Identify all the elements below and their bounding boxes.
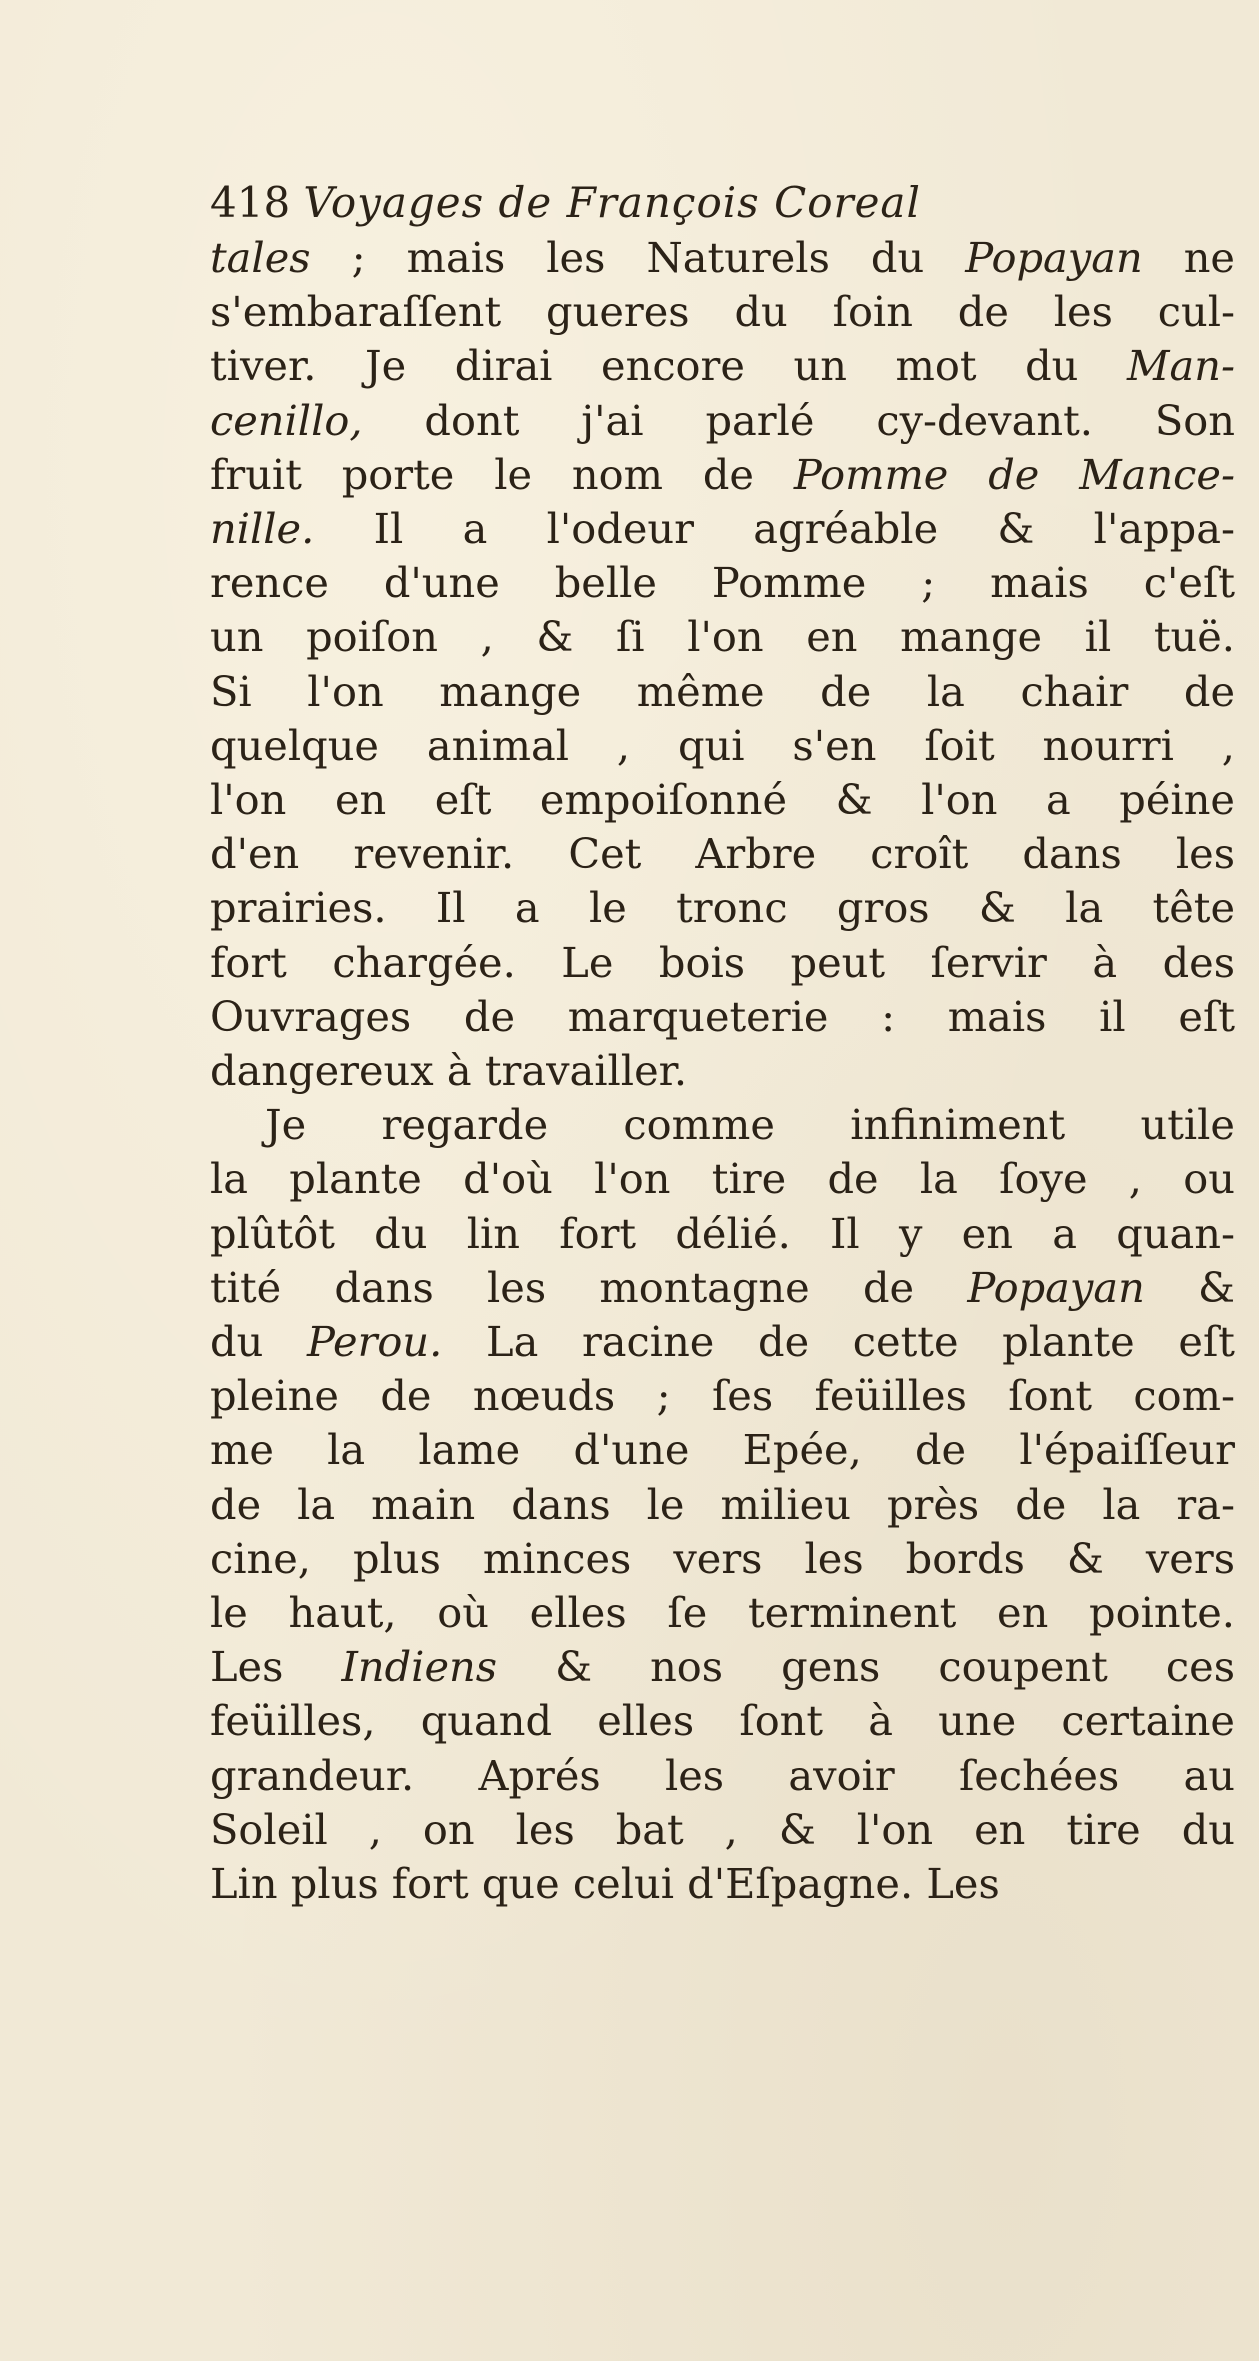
text-line bbox=[210, 1639, 1235, 1695]
italic-text: tales bbox=[210, 233, 311, 282]
italic-text: Popayan bbox=[967, 1262, 1145, 1312]
text-segment: Lin plus fort que celui d'Eſpagne. Les bbox=[210, 1859, 1000, 1908]
page-header bbox=[210, 178, 921, 228]
text-segment: l'on en eſt empoiſonné & l'on a péine bbox=[210, 775, 1235, 824]
text-line bbox=[210, 718, 1235, 774]
text-segment: ; mais les Naturels du bbox=[310, 233, 966, 282]
text-segment: & nos gens coupent ces bbox=[497, 1642, 1235, 1692]
italic-text: Man- bbox=[1127, 341, 1235, 391]
text-line bbox=[210, 230, 1235, 286]
text-line bbox=[210, 1151, 1235, 1207]
text-segment: quelque animal , qui s'en ſoit nourri , bbox=[210, 720, 1235, 770]
text-segment: me la lame d'une Epée, de l'épaiſſeur bbox=[210, 1425, 1235, 1475]
text-segment: du bbox=[210, 1317, 307, 1366]
text-segment: Il a l'odeur agréable & l'appa- bbox=[314, 504, 1235, 553]
text-segment: de la main dans le milieu près de la ra- bbox=[210, 1479, 1235, 1529]
text-segment: un poiſon , & ſi l'on en mange il tuë. bbox=[210, 612, 1235, 662]
text-line bbox=[210, 880, 1235, 936]
running-title: Voyages de François Coreal bbox=[303, 178, 921, 227]
italic-text: nille. bbox=[210, 504, 315, 553]
text-line bbox=[210, 935, 1235, 991]
text-line bbox=[210, 1477, 1235, 1533]
text-line bbox=[210, 772, 1235, 828]
text-line bbox=[210, 338, 1235, 394]
text-segment: prairies. Il a le tronc gros & la tête bbox=[210, 883, 1235, 933]
text-line bbox=[210, 826, 1235, 882]
italic-text: Perou. bbox=[306, 1317, 443, 1366]
text-segment: grandeur. Aprés les avoir ſechées au bbox=[210, 1750, 1235, 1800]
text-line bbox=[210, 1314, 1235, 1370]
text-line bbox=[210, 1802, 1235, 1858]
text-line bbox=[210, 555, 1235, 611]
text-segment: Soleil , on les bat , & l'on en tire du bbox=[210, 1804, 1235, 1854]
text-line bbox=[210, 447, 1235, 503]
text-segment: la plante d'où l'on tire de la ſoye , ou bbox=[210, 1154, 1235, 1204]
text-segment: fort chargée. Le bois peut ſervir à des bbox=[210, 937, 1235, 987]
text-line bbox=[210, 1260, 1235, 1316]
text-segment: d'en revenir. Cet Arbre croît dans les bbox=[210, 829, 1235, 879]
page-number: 418 bbox=[210, 178, 291, 227]
text-line bbox=[210, 1422, 1235, 1478]
text-segment: dont j'ai parlé cy-devant. Son bbox=[362, 395, 1235, 445]
text-line bbox=[210, 989, 1235, 1045]
text-segment: Je regarde comme infiniment utile bbox=[265, 1100, 1235, 1150]
text-line bbox=[210, 1531, 1235, 1587]
text-segment: Les bbox=[210, 1642, 342, 1692]
text-segment: le haut, où elles ſe terminent en pointe. bbox=[210, 1588, 1235, 1637]
text-segment: feüilles, quand elles ſont à une certaine bbox=[210, 1696, 1235, 1746]
text-line bbox=[210, 1368, 1235, 1424]
text-line bbox=[210, 1206, 1235, 1262]
text-segment: fruit porte le nom de bbox=[210, 449, 794, 499]
text-segment: La racine de cette plante eſt bbox=[442, 1317, 1235, 1366]
text-line bbox=[210, 1856, 1235, 1912]
text-line bbox=[210, 1693, 1235, 1749]
text-line bbox=[210, 284, 1235, 340]
text-line bbox=[210, 1748, 1235, 1804]
text-segment: cine, plus minces vers les bords & vers bbox=[210, 1533, 1235, 1583]
text-line bbox=[210, 1585, 1235, 1641]
text-segment: Si l'on mange même de la chair de bbox=[210, 666, 1235, 716]
text-line bbox=[210, 501, 1235, 557]
text-line bbox=[210, 664, 1235, 720]
text-segment: dangereux à travailler. bbox=[210, 1046, 688, 1095]
text-segment: s'embaraſſent gueres du ſoin de les cul- bbox=[210, 287, 1235, 337]
text-segment: rence d'une belle Pomme ; mais c'eſt bbox=[210, 558, 1235, 608]
text-segment: & bbox=[1144, 1262, 1235, 1312]
text-segment: plûtôt du lin fort délié. Il y en a quan- bbox=[210, 1208, 1235, 1258]
italic-text: Indiens bbox=[341, 1642, 498, 1692]
text-line bbox=[210, 393, 1235, 449]
italic-text: Popayan bbox=[965, 233, 1143, 282]
text-segment: tiver. Je dirai encore un mot du bbox=[210, 341, 1127, 391]
text-segment: ne bbox=[1142, 233, 1235, 282]
italic-text: Pomme de Mance- bbox=[793, 449, 1235, 499]
text-segment: tité dans les montagne de bbox=[210, 1262, 968, 1312]
text-segment: pleine de nœuds ; ſes feüilles ſont com- bbox=[210, 1371, 1235, 1421]
text-line bbox=[210, 1043, 1235, 1099]
text-segment: Ouvrages de marqueterie : mais il eſt bbox=[210, 991, 1235, 1041]
text-line bbox=[210, 609, 1235, 665]
text-line bbox=[265, 1097, 1235, 1153]
italic-text: cenillo, bbox=[210, 395, 363, 445]
